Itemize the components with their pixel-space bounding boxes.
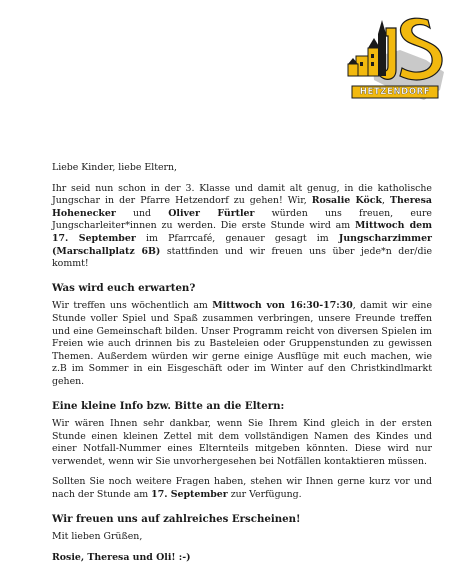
intro-text-6: stattfinden und wir freuen uns über jede*n der/die kommt!	[52, 245, 432, 270]
section-heading-expectations: Was wird euch erwarten?	[52, 281, 196, 294]
closing-heading: Wir freuen uns auf zahlreiches Erscheinen!	[52, 512, 301, 525]
intro-text-4: würden uns freuen, eure Jungscharleiter*innen zu werden. Die erste Stunde wird am	[52, 207, 432, 232]
greeting: Liebe Kinder, liebe Eltern,	[52, 162, 178, 173]
signature: Rosie, Theresa und Oli! :-)	[52, 551, 191, 563]
expectations-paragraph	[52, 300, 432, 388]
parents-text-1: Sollten Sie noch weitere Fragen haben, stehen wir Ihnen gerne kurz vor und nach der Stunde am	[52, 476, 432, 501]
regards: Mit lieben Grüßen,	[52, 531, 143, 543]
parents-paragraph-2	[52, 476, 432, 501]
leader-name-1: Rosalie Köck	[311, 195, 382, 207]
intro-text-2: ,	[381, 195, 390, 207]
intro-text-3: und	[115, 207, 169, 219]
parents-text-2: zur Verfügung.	[227, 489, 302, 501]
parents-date: 17. September	[151, 489, 228, 501]
letter-body	[52, 162, 432, 564]
intro-paragraph	[52, 183, 432, 271]
leader-name-2: Theresa Hohenecker	[52, 195, 432, 219]
intro-text-1: Ihr seid nun schon in der 3. Klasse und damit alt genug, in die katholische Jungschar in der Pfarre Hetzendorf zu gehen! Wir,	[52, 182, 432, 207]
meeting-room: Jungscharzimmer (Marschallplatz 6B)	[52, 232, 432, 257]
parents-paragraph-1: Wir wären Ihnen sehr dankbar, wenn Sie Ihrem Kind gleich in der ersten Stunde einen kleinen Zettel mit dem vollständigen Namen des Kindes und einer Notfall-Nummer eines Elternteils mitgeben könnten. Diese wird nur verwendet, wenn wir Sie unvorhergesehen bei Notfällen kontaktieren müssen.	[52, 418, 432, 467]
jungschar-logo	[340, 10, 450, 102]
first-meeting-date: Mittwoch dem 17. September	[52, 220, 433, 244]
section-heading-parents: Eine kleine Info bzw. Bitte an die Eltern:	[52, 399, 285, 412]
logo-text: HETZENDORF	[359, 87, 431, 97]
expectations-text-1: Wir treffen uns wöchentlich am	[52, 300, 213, 312]
expectations-text-2: , damit wir eine Stunde voller Spiel und Spaß zusammen verbringen, unsere Freunde treffen und eine Gemeinschaft bilden. Unser Programm reicht von diversen Spielen im Freien wie auch drinnen bis zu Basteleien oder Gruppenstunden zu gewissen Themen. Außerdem würden wir gerne einige Ausflüge mit euch machen, wie z.B im Sommer in ein Eisgeschäft oder im Winter auf den Christkindlmarkt gehen.	[52, 300, 433, 387]
leader-name-3: Oliver Fürtler	[168, 207, 255, 219]
meeting-time: Mittwoch von 16:30-17:30	[212, 300, 353, 312]
intro-text-5: im Pfarrcafé, genauer gesagt im	[135, 232, 339, 244]
